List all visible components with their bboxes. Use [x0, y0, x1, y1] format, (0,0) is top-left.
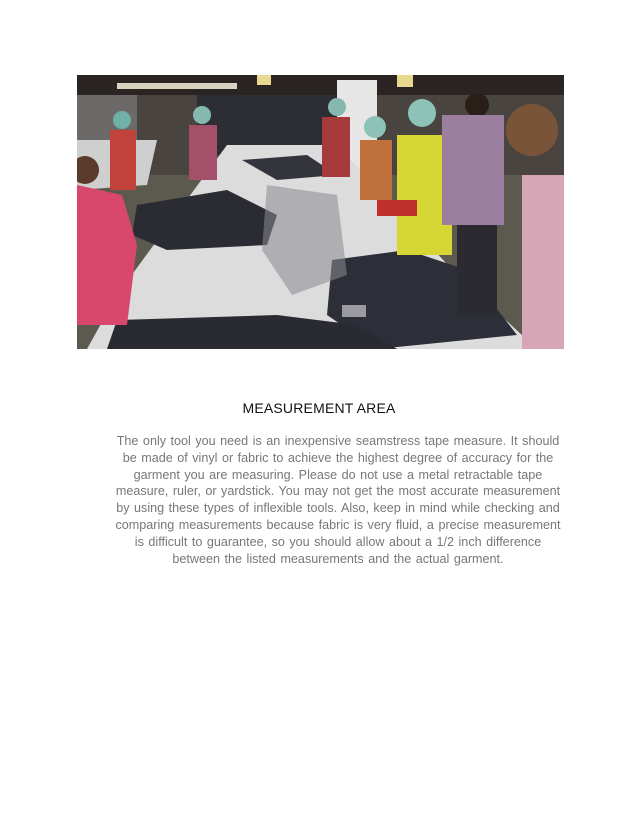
- description-paragraph: The only tool you need is an inexpensive seamstress tape measure. It should be made of vinyl or fabric to achieve the highest degree of accuracy for the garment you are measuring. Please do not use a metal retractable tape measure, ruler, or yardstick. You may not get the most accurate measurement by using these types of inflexible tools. Also, keep in mind while checking and comparing measurements because fabric is very fluid, a precise measurement is difficult to guarantee, so you should allow about a 1/2 inch difference between the listed measurements and the actual garment.: [115, 434, 561, 566]
- page-title: MEASUREMENT AREA: [242, 400, 396, 416]
- factory-photo-illustration: [77, 75, 564, 349]
- factory-photo: [77, 75, 564, 349]
